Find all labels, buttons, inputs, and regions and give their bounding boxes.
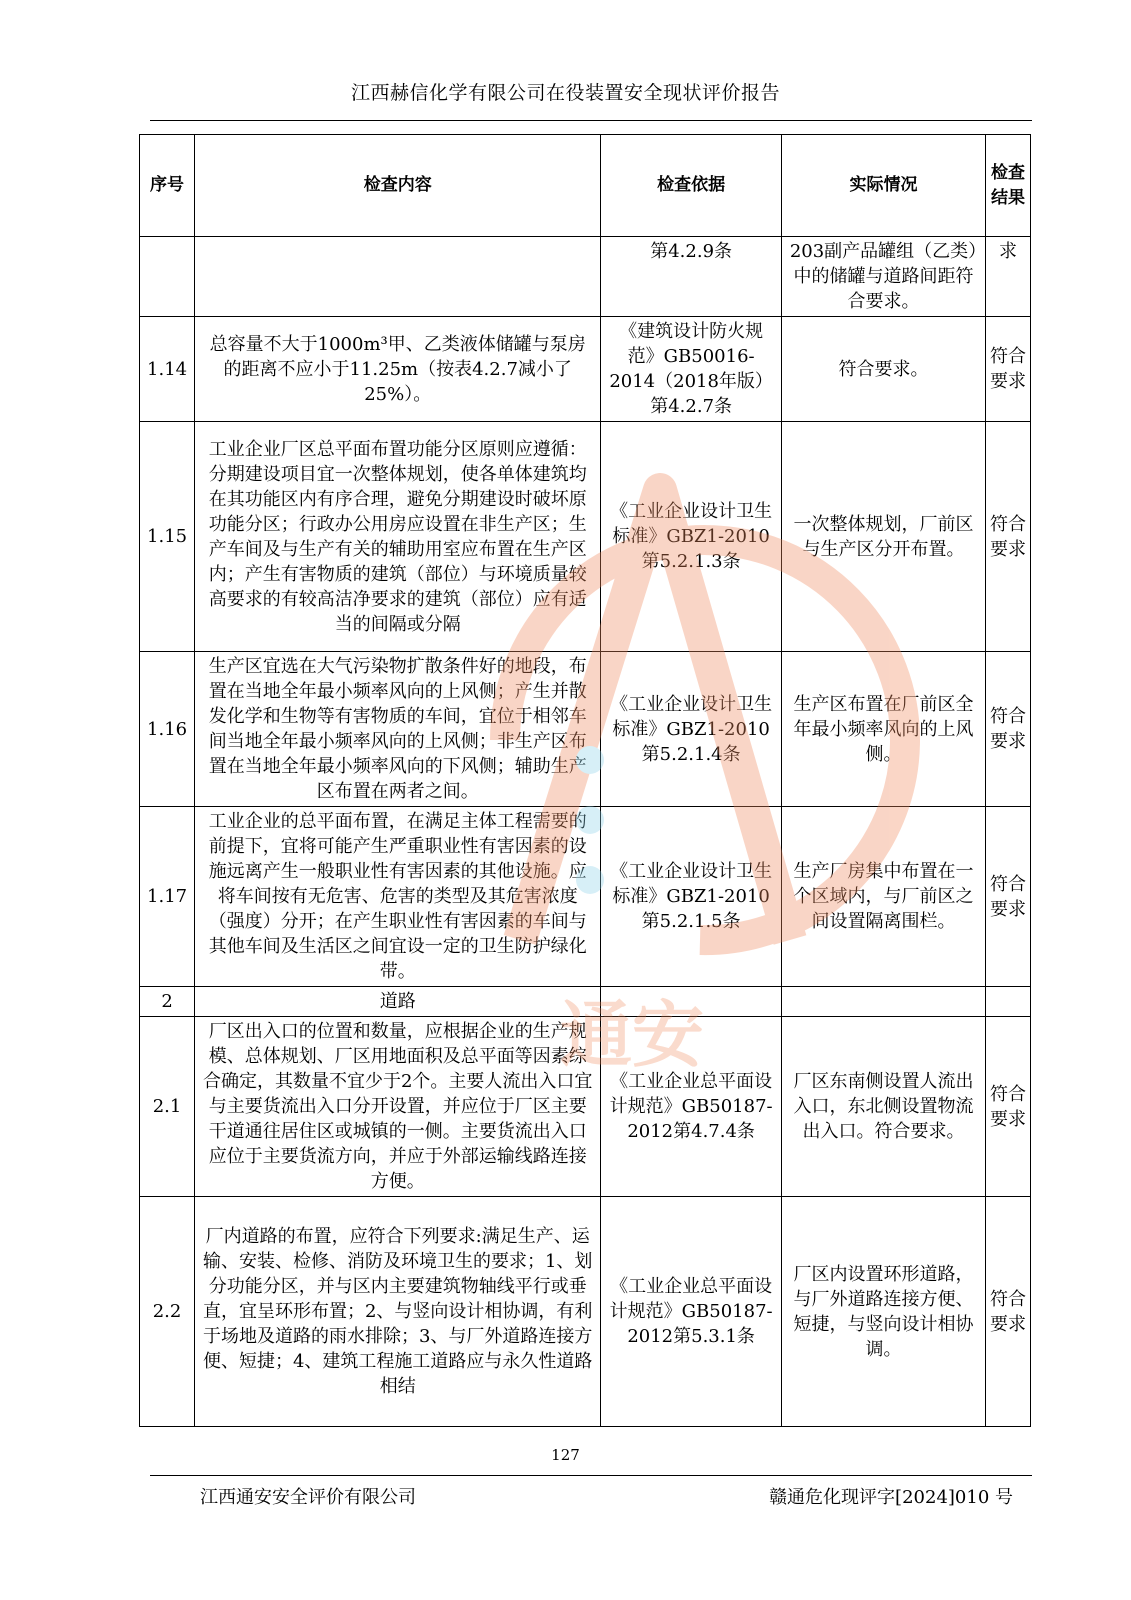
cell-result <box>986 987 1031 1017</box>
cell-result: 符合要求 <box>986 807 1031 987</box>
table-row <box>140 317 1031 422</box>
cell-basis: 《工业企业设计卫生标准》GBZ1-2010第5.2.1.4条 <box>601 652 782 807</box>
cell-actual: 符合要求。 <box>781 317 985 422</box>
header-divider <box>150 120 1032 121</box>
table-row <box>140 987 1031 1017</box>
cell-actual: 一次整体规划，厂前区与生产区分开布置。 <box>781 422 985 652</box>
col-header-basis: 检查依据 <box>601 135 782 237</box>
cell-basis: 《工业企业总平面设计规范》GB50187-2012第4.7.4条 <box>601 1017 782 1197</box>
table-row <box>140 807 1031 987</box>
cell-no: 1.15 <box>140 422 195 652</box>
cell-result: 符合要求 <box>986 1017 1031 1197</box>
table-row <box>140 422 1031 652</box>
table-row <box>140 237 1031 317</box>
cell-result: 符合要求 <box>986 317 1031 422</box>
table-row <box>140 1197 1031 1427</box>
cell-basis: 《工业企业总平面设计规范》GB50187-2012第5.3.1条 <box>601 1197 782 1427</box>
cell-result: 符合要求 <box>986 422 1031 652</box>
cell-actual: 厂区内设置环形道路，与厂外道路连接方便、短捷，与竖向设计相协调。 <box>781 1197 985 1427</box>
cell-no: 1.17 <box>140 807 195 987</box>
cell-content: 工业企业厂区总平面布置功能分区原则应遵循：分期建设项目宜一次整体规划，使各单体建筑均在其功能区内有序合理，避免分期建设时破坏原功能分区；行政办公用房应设置在非生产区；生产车间及与生产有关的辅助用室应布置在生产区内；产生有害物质的建筑（部位）与环境质量较高要求的有较高洁净要求的建筑（部位）应有适当的间隔或分隔 <box>195 422 601 652</box>
cell-result: 符合要求 <box>986 652 1031 807</box>
table-row <box>140 652 1031 807</box>
cell-content: 厂区出入口的位置和数量，应根据企业的生产规模、总体规划、厂区用地面积及总平面等因素综合确定，其数量不宜少于2个。主要人流出入口宜与主要货流出入口分开设置，并应位于厂区主要干道通往居住区或城镇的一侧。主要货流出入口应位于主要货流方向，并应于外部运输线路连接方便。 <box>195 1017 601 1197</box>
cell-actual: 生产厂房集中布置在一个区域内，与厂前区之间设置隔离围栏。 <box>781 807 985 987</box>
cell-result: 求 <box>986 237 1031 317</box>
cell-basis: 《建筑设计防火规范》GB50016-2014（2018年版）第4.2.7条 <box>601 317 782 422</box>
cell-content: 生产区宜选在大气污染物扩散条件好的地段，布置在当地全年最小频率风向的上风侧；产生并散发化学和生物等有害物质的车间，宜位于相邻车间当地全年最小频率风向的上风侧；非生产区布置在当地全年最小频率风向的下风侧；辅助生产区布置在两者之间。 <box>195 652 601 807</box>
table-header-row <box>140 135 1031 237</box>
cell-no: 2 <box>140 987 195 1017</box>
page-number: 127 <box>551 1446 580 1464</box>
cell-no <box>140 237 195 317</box>
col-header-content: 检查内容 <box>195 135 601 237</box>
col-header-no: 序号 <box>140 135 195 237</box>
col-header-result: 检查结果 <box>986 135 1031 237</box>
cell-no: 2.1 <box>140 1017 195 1197</box>
cell-no: 1.14 <box>140 317 195 422</box>
cell-basis <box>601 987 782 1017</box>
col-header-actual: 实际情况 <box>781 135 985 237</box>
inspection-table <box>139 134 1031 1427</box>
report-title: 江西赫信化学有限公司在役装置安全现状评价报告 <box>350 82 780 104</box>
watermark-text: 通安 <box>560 993 705 1077</box>
footer-divider <box>150 1475 1032 1476</box>
cell-actual: 生产区布置在厂前区全年最小频率风向的上风侧。 <box>781 652 985 807</box>
cell-result: 符合要求 <box>986 1197 1031 1427</box>
cell-content: 工业企业的总平面布置，在满足主体工程需要的前提下，宜将可能产生严重职业性有害因素的设施远离产生一般职业性有害因素的其他设施。应将车间按有无危害、危害的类型及其危害浓度（强度）分开；在产生职业性有害因素的车间与其他车间及生活区之间宜设一定的卫生防护绿化带。 <box>195 807 601 987</box>
cell-basis: 第4.2.9条 <box>601 237 782 317</box>
footer-company: 江西通安安全评价有限公司 <box>200 1487 416 1508</box>
cell-actual <box>781 987 985 1017</box>
cell-no: 1.16 <box>140 652 195 807</box>
table-row <box>140 1017 1031 1197</box>
cell-content <box>195 237 601 317</box>
cell-content: 总容量不大于1000m³甲、乙类液体储罐与泵房的距离不应小于11.25m（按表4.2.7减小了25%）。 <box>195 317 601 422</box>
cell-actual: 203副产品罐组（乙类）中的储罐与道路间距符合要求。 <box>781 237 985 317</box>
cell-basis: 《工业企业设计卫生标准》GBZ1-2010第5.2.1.5条 <box>601 807 782 987</box>
cell-actual: 厂区东南侧设置人流出入口，东北侧设置物流出入口。符合要求。 <box>781 1017 985 1197</box>
cell-content: 道路 <box>195 987 601 1017</box>
cell-content: 厂内道路的布置，应符合下列要求:满足生产、运输、安装、检修、消防及环境卫生的要求；1、划分功能分区，并与区内主要建筑物轴线平行或垂直，宜呈环形布置；2、与竖向设计相协调，有利于场地及道路的雨水排除；3、与厂外道路连接方便、短捷；4、建筑工程施工道路应与永久性道路相结 <box>195 1197 601 1427</box>
cell-basis: 《工业企业设计卫生标准》GBZ1-2010第5.2.1.3条 <box>601 422 782 652</box>
footer-doc-number: 赣通危化现评字[2024]010 号 <box>769 1487 1013 1508</box>
cell-no: 2.2 <box>140 1197 195 1427</box>
